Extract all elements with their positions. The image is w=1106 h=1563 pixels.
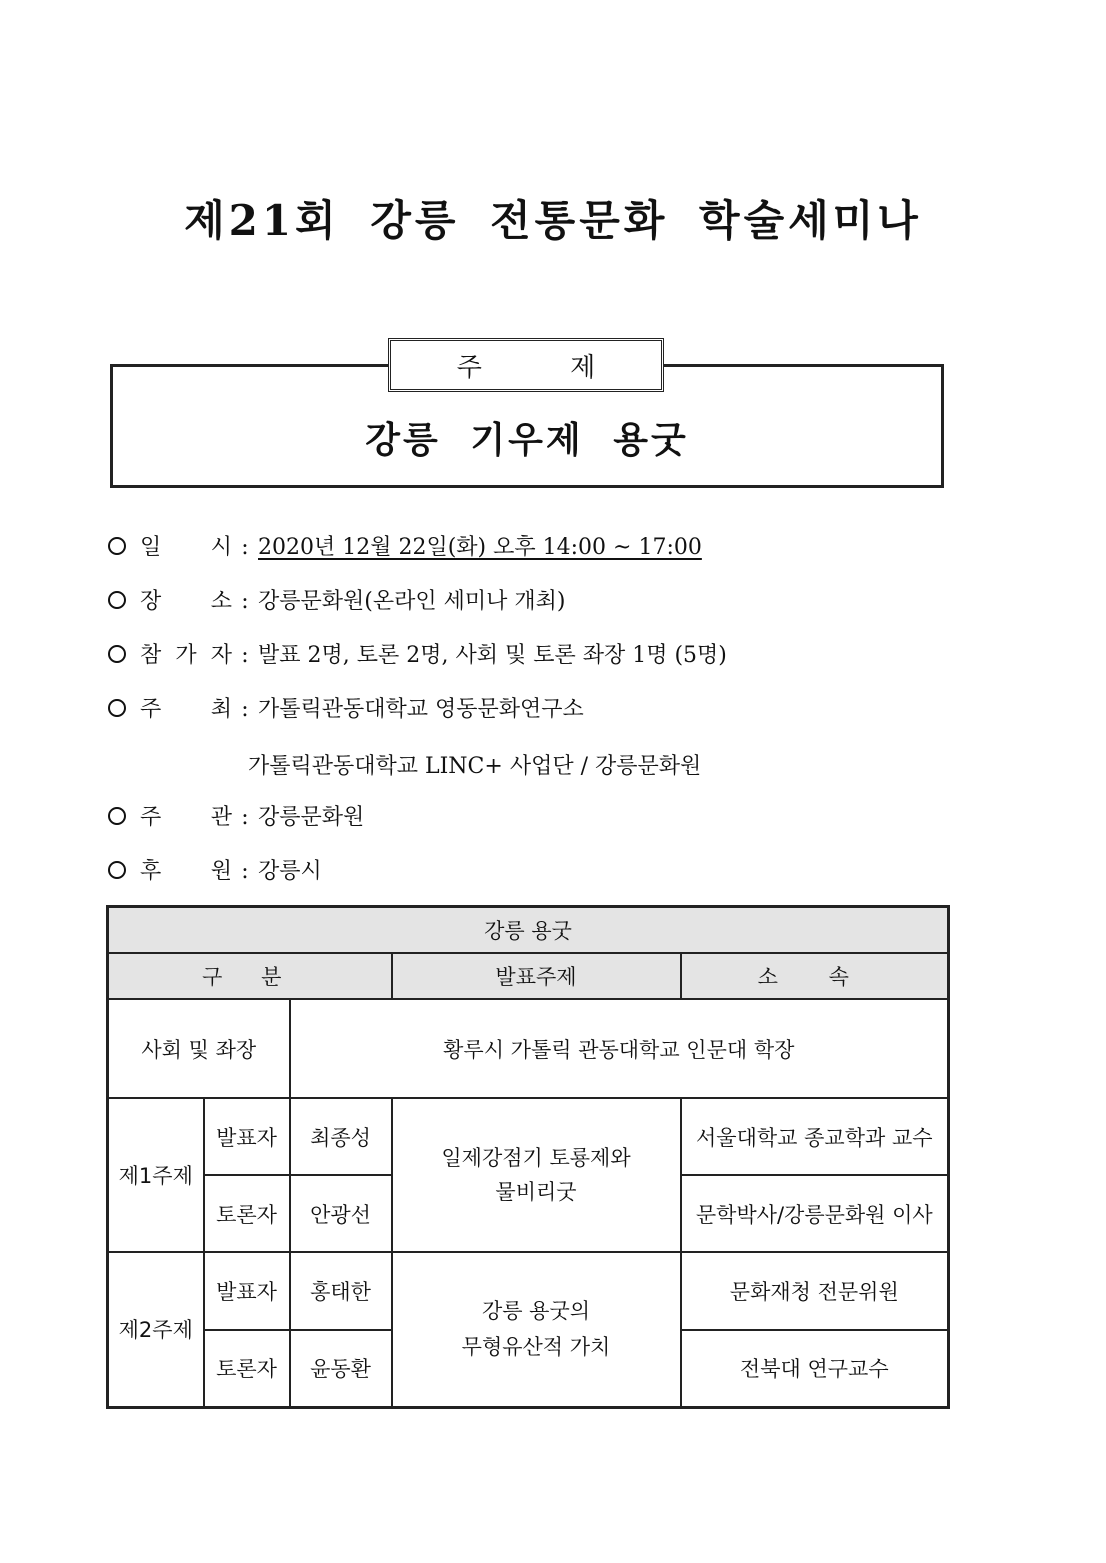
table-caption: 강릉 용굿 [108,907,949,954]
info-host-continued: 가톨릭관동대학교 LINC+ 사업단 / 강릉문화원 [248,754,702,779]
info-value: 가톨릭관동대학교 영동문화연구소 [258,697,584,722]
circle-bullet-icon [108,807,126,825]
info-label: 주 최 [140,697,232,722]
circle-bullet-icon [108,861,126,879]
info-label: 장 소 [140,589,232,614]
header-affiliation: 소 속 [681,953,949,999]
session-topic [392,1098,681,1252]
header-topic: 발표주제 [392,953,681,999]
info-value: 발표 2명, 토론 2명, 사회 및 토론 좌장 1명 (5명) [258,643,727,668]
schedule-table [106,905,950,1409]
role-cell: 발표자 [204,1098,290,1175]
circle-bullet-icon [108,537,126,555]
info-date: 일 시 : 2020년 12월 22일(화) 오후 14:00 ~ 17:00 [108,533,702,563]
header-division: 구 분 [108,953,392,999]
affiliation-cell: 문화재청 전문위원 [681,1252,949,1330]
session-name: 제2주제 [108,1252,204,1407]
person-cell: 최종성 [290,1098,392,1175]
topic-line: 물비리굿 [495,1180,577,1204]
session-name: 제1주제 [108,1098,204,1252]
circle-bullet-icon [108,591,126,609]
info-value: 강릉시 [258,859,322,884]
session-topic [392,1252,681,1407]
topic-line: 일제강점기 토룡제와 [441,1146,631,1170]
page-title: 제21회 강릉 전통문화 학술세미나 [184,196,922,245]
affiliation-cell: 전북대 연구교수 [681,1330,949,1407]
moderator-value: 황루시 가톨릭 관동대학교 인문대 학장 [290,999,949,1098]
circle-bullet-icon [108,699,126,717]
info-organizer: 주 관 : 강릉문화원 [108,803,364,833]
info-value: 2020년 12월 22일(화) 오후 14:00 ~ 17:00 [258,535,702,560]
info-label: 참 가 자 [140,643,232,668]
affiliation-cell: 서울대학교 종교학과 교수 [681,1098,949,1175]
info-place: 장 소 : 강릉문화원(온라인 세미나 개최) [108,587,565,617]
affiliation-cell: 문학박사/강릉문화원 이사 [681,1175,949,1252]
info-label: 후 원 [140,859,232,884]
info-value: 강릉문화원(온라인 세미나 개최) [258,589,566,614]
info-participants: 참 가 자 : 발표 2명, 토론 2명, 사회 및 토론 좌장 1명 (5명) [108,641,727,671]
person-cell: 윤동환 [290,1330,392,1407]
circle-bullet-icon [108,645,126,663]
person-cell: 안광선 [290,1175,392,1252]
role-cell: 발표자 [204,1252,290,1330]
theme-tab-label: 주 제 [388,338,664,392]
topic-line: 무형유산적 가치 [461,1335,611,1360]
info-label: 주 관 [140,805,232,830]
info-label: 일 시 [140,535,232,560]
person-cell: 홍태한 [290,1252,392,1330]
topic-line: 강릉 용굿의 [481,1299,591,1324]
moderator-label: 사회 및 좌장 [108,999,290,1098]
info-sponsor: 후 원 : 강릉시 [108,857,322,887]
theme-text: 강릉 기우제 용굿 [365,420,689,461]
role-cell: 토론자 [204,1330,290,1407]
info-value: 강릉문화원 [258,805,365,830]
info-host: 주 최 : 가톨릭관동대학교 영동문화연구소 [108,695,584,725]
role-cell: 토론자 [204,1175,290,1252]
